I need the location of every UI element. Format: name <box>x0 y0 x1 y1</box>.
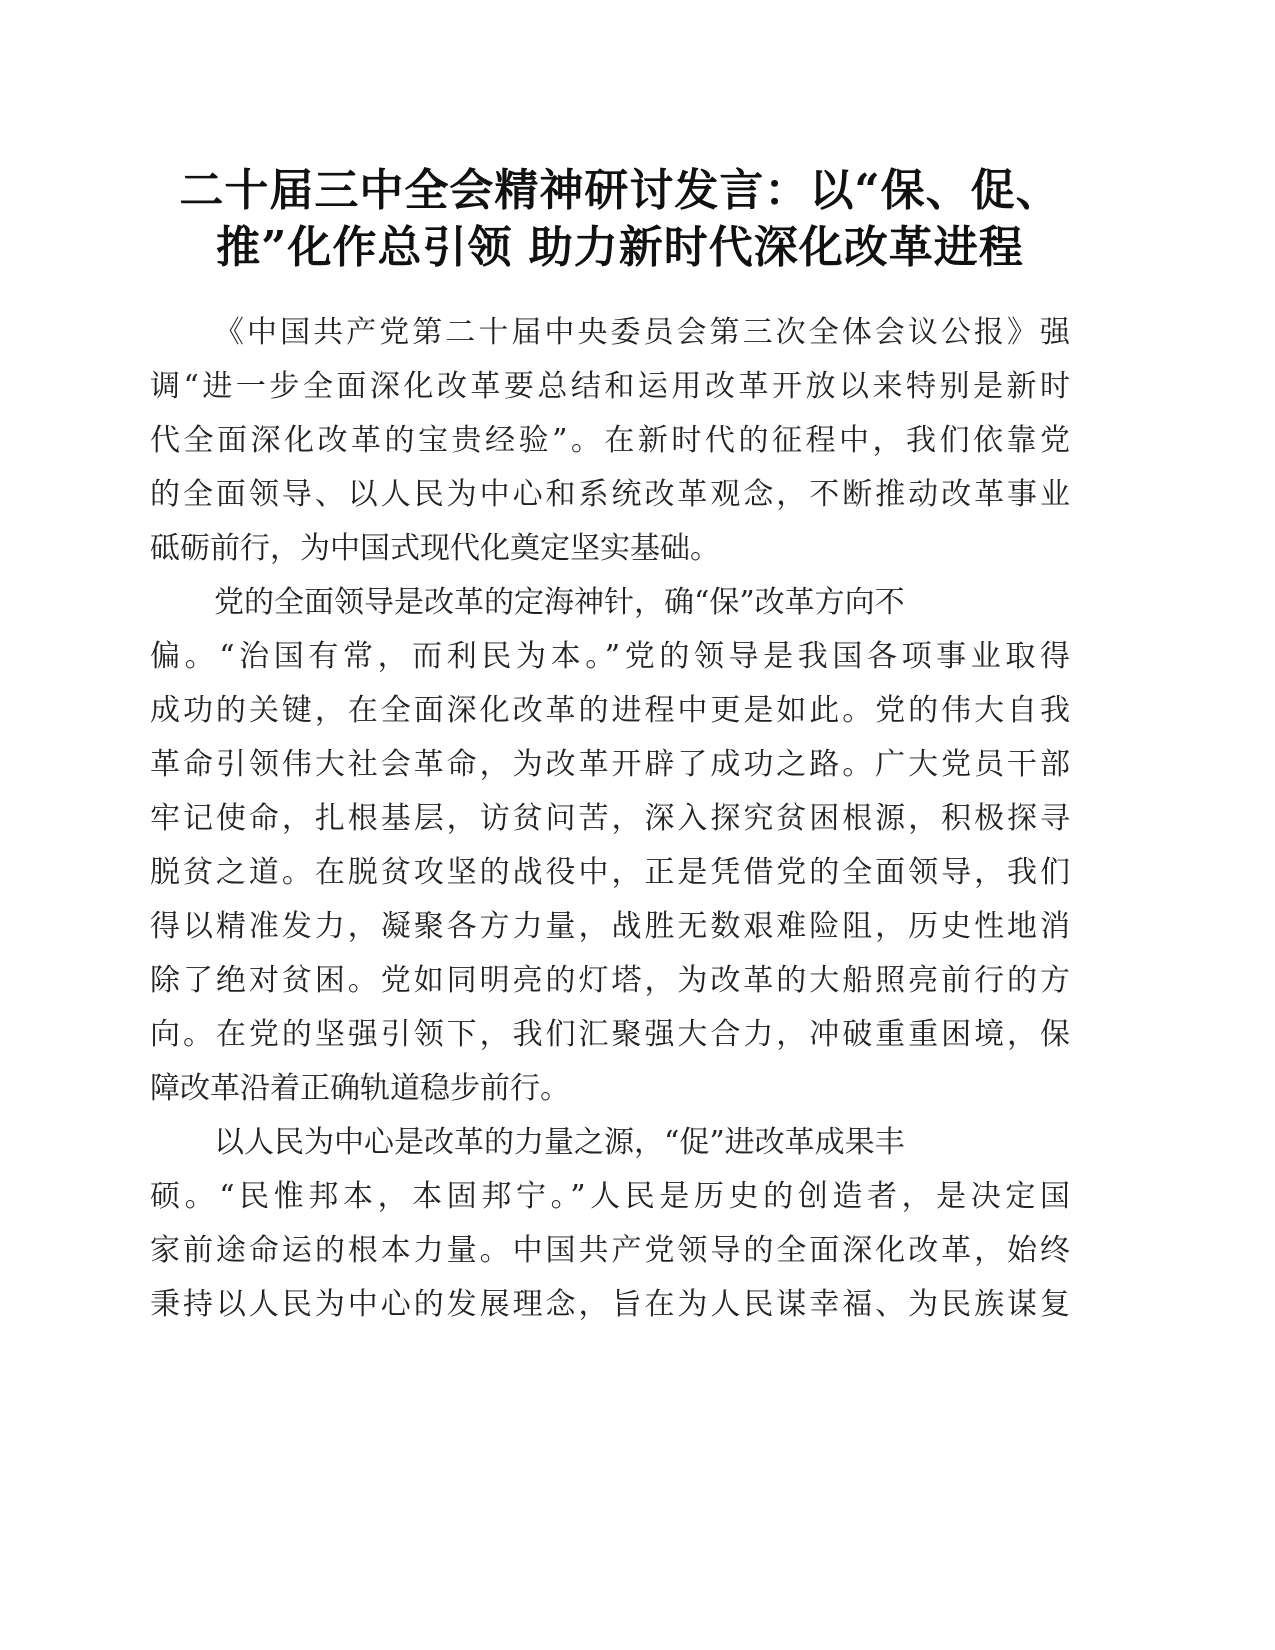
title-line: 二十届三中全会精神研讨发言：以“保、促、 <box>179 165 1061 216</box>
text-line: 调“进一步全面深化改革要总结和运用改革开放以来特别是新时 <box>150 369 1070 404</box>
text-line: 得以精准发力，凝聚各方力量，战胜无数艰难险阻，历史性地消 <box>150 909 1070 944</box>
text-line: 成功的关键，在全面深化改革的进程中更是如此。党的伟大自我 <box>150 693 1070 728</box>
text-line: 代全面深化改革的宝贵经验”。在新时代的征程中，我们依靠党 <box>150 423 1070 458</box>
text-line: 向。在党的坚强引领下，我们汇聚强大合力，冲破重重困境，保 <box>150 1017 1070 1052</box>
text-line: 砥砺前行，为中国式现代化奠定坚实基础。 <box>150 531 720 566</box>
paragraph <box>150 576 1070 1116</box>
text-line: 革命引领伟大社会革命，为改革开辟了成功之路。广大党员干部 <box>150 747 1070 782</box>
text-line: 家前途命运的根本力量。中国共产党领导的全面深化改革，始终 <box>150 1233 1070 1268</box>
document-body <box>150 306 1070 1332</box>
text-line: 党的全面领导是改革的定海神针，确“保”改革方向不 <box>214 585 905 620</box>
text-line: 的全面领导、以人民为中心和系统改革观念，不断推动改革事业 <box>150 477 1070 512</box>
paragraph <box>150 306 1070 576</box>
text-line: 除了绝对贫困。党如同明亮的灯塔，为改革的大船照亮前行的方 <box>150 963 1070 998</box>
text-line: 秉持以人民为中心的发展理念，旨在为人民谋幸福、为民族谋复 <box>150 1287 1070 1322</box>
text-line: 牢记使命，扎根基层，访贫问苦，深入探究贫困根源，积极探寻 <box>150 801 1070 836</box>
text-line: 障改革沿着正确轨道稳步前行。 <box>150 1071 570 1106</box>
text-line: 脱贫之道。在脱贫攻坚的战役中，正是凭借党的全面领导，我们 <box>150 855 1070 890</box>
text-line: 以人民为中心是改革的力量之源，“促”进改革成果丰 <box>214 1125 905 1160</box>
paragraph <box>150 1116 1070 1332</box>
title-line: 推”化作总引领 助力新时代深化改革进程 <box>216 222 1024 273</box>
text-line: 硕。“民惟邦本，本固邦宁。”人民是历史的创造者，是决定国 <box>150 1179 1070 1214</box>
text-line: 偏。“治国有常，而利民为本。”党的领导是我国各项事业取得 <box>150 639 1070 674</box>
text-line: 《中国共产党第二十届中央委员会第三次全体会议公报》强 <box>214 315 1070 350</box>
document-title <box>150 162 1090 276</box>
